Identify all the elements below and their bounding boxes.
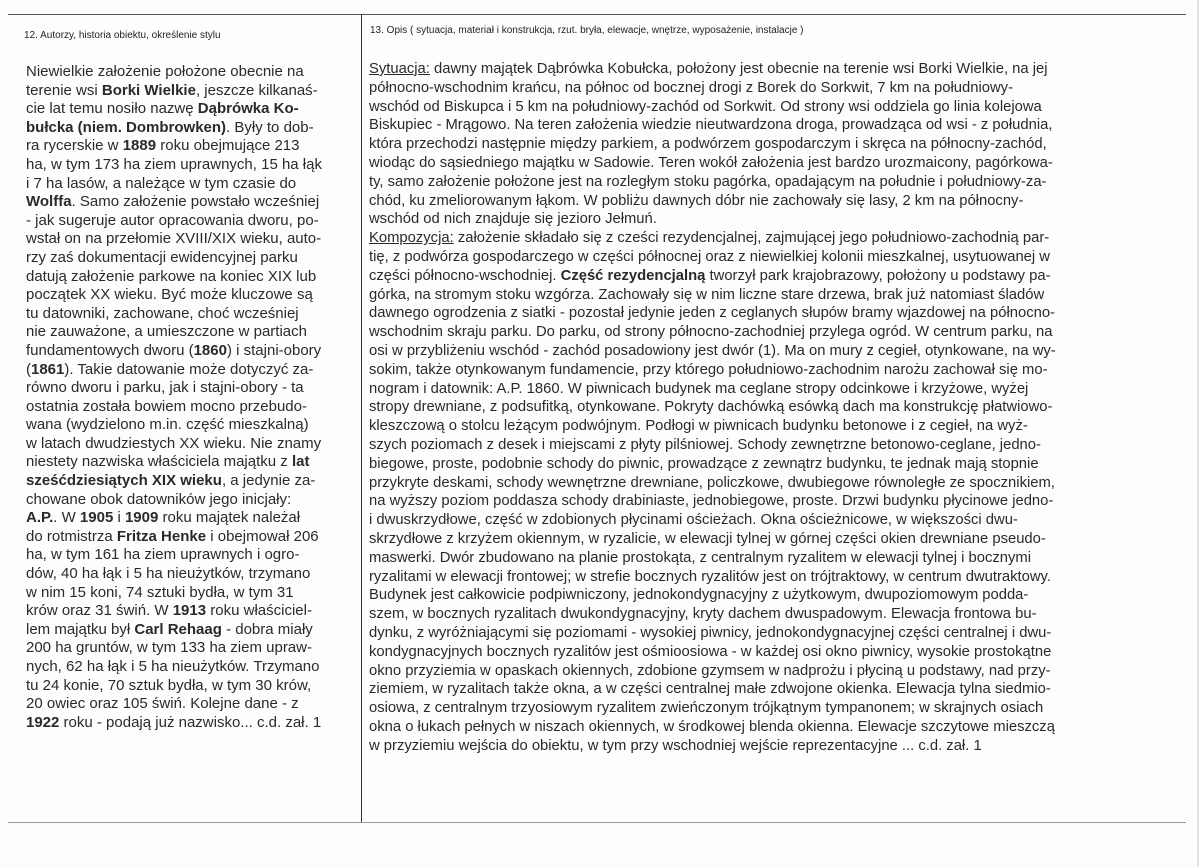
text-run: - dobra miały 200 ha gruntów, w tym 133 ha ziem upraw- nych, 62 ha łąk i 5 ha nieużytków. Trzymano tu 24 konie, 70 sztuk bydła, w tym 30 krów, 20 owiec oraz 105 świń. Kolejne dane - z (26, 620, 320, 713)
bold-text-run: 1922 (26, 713, 60, 731)
bold-text-run: Wolffa (26, 193, 72, 211)
text-run: , a jedynie za- chowane obok datowników jego inicjały: (26, 472, 316, 508)
bold-text-run: Fritza Henke (116, 527, 207, 545)
history-text (26, 63, 358, 732)
bold-text-run: 1861 (31, 360, 65, 378)
text-run: roku obejmujące 213 ha, w tym 173 ha ziem uprawnych, 15 ha łąk i 7 ha lasów, a należące w tym czasie do (26, 137, 322, 192)
bold-text-run: Część rezydencjalną (560, 267, 706, 284)
section-label: Sytuacja: (369, 61, 430, 77)
bold-text-run: 1860 (193, 341, 227, 359)
text-run: założenie składało się z cześci rezydencjalnej, zajmującej jego południowo-zachodnią par- tię, z podwórza gospodarczego w części północnej oraz z niewielkiej kolonii mieszkalnej, usytuowanej w części północno-wschodniej. (369, 230, 1050, 284)
text-run: i obejmował 206 ha, w tym 161 ha ziem uprawnych i ogro- dów, 40 ha łąk i 5 ha nieużytków, trzymano w nim 15 koni, 74 sztuki bydła, w tym 31 krów oraz 31 świń. W (26, 527, 319, 620)
bold-text-run: lat sześćdziesiątych XIX wieku (26, 453, 310, 490)
text-run: roku - podają już nazwisko... c.d. zał. 1 (59, 713, 322, 731)
frame-top-line (8, 14, 1186, 15)
text-run: ) i stajni-obory ( (26, 341, 322, 378)
text-run: . Samo założenie powstało wcześniej - jak sugeruje autor opracowania dworu, po- wstał on na przełomie XVIII/XIX wieku, auto- rzy zaś dokumentacji ewidencyjnej parku datują założenie parkowe na koniec XIX lub początek XX wieku. Być może kluczowe są tu datowniki, zachowane, choć wcześniej nie zauważone, a umieszczone w partiach fundamentowych dworu ( (26, 193, 322, 359)
right-column-header: 13. Opis ( sytuacja, materiał i konstrukcja, rzut. bryła, elewacje, wnętrze, wyposażenie, instalacje ) (370, 25, 804, 36)
bold-text-run: A.P. (26, 509, 54, 527)
bold-text-run: 1909 (124, 509, 159, 527)
bold-text-run: Carl Rehaag (134, 620, 222, 638)
text-run: . W (53, 509, 80, 527)
text-run: , jeszcze kilkanaś- cie lat temu nosiło nazwę (26, 81, 318, 118)
text-run: Niewielkie założenie położone obecnie na terenie wsi (26, 63, 304, 99)
bold-text-run: 1889 (122, 137, 157, 155)
bold-text-run: Dąbrówka Ko- bułcka (niem. Dombrowken) (26, 100, 299, 136)
bold-text-run: Borki Wielkie (101, 81, 196, 99)
frame-bottom-line (8, 822, 1186, 823)
text-run: . Były to dob- ra rycerskie w (26, 118, 314, 155)
text-run: i (113, 509, 125, 527)
description-text (369, 60, 1165, 755)
column-divider (361, 14, 362, 822)
text-run: roku właściciel- lem majątku był (26, 602, 312, 638)
bold-text-run: 1913 (172, 602, 207, 620)
left-column-header: 12. Autorzy, historia obiektu, określenie stylu (24, 30, 221, 41)
text-run: tworzył park krajobrazowy, położony u podstawy pa- górka, na stromym stoku wzgórza. Zachowały się w nim liczne stare drzewa, brak już natomiast śladów dawnego ogrodzenia z siatki - pozostał jedynie jeden z ceglanych słupów bramy wjazdowej na północno- wschodnim skraju parku. Do parku, od strony północno-zachodniej przylega ogród. W centrum parku, na osi w przybliżeniu wschód - zachód posadowiony jest dwór (1). Ma on mury z cegieł, otynkowane, na wy- sokim, także otynkowanym fundamencie, przy którego południowo-zachodnim narożu zachował się mo- nogram i datownik: A.P. 1860. W piwnicach budynek ma ceglane stropy odcinkowe i krzyżowe, wyżej stropy drewniane, z podsufitką, otynkowane. Pokryty dachówką esówką dach ma konstrukcję płatwiowo- kleszczową o stolcu leżącym podwójnym. Podłogi w piwnicach budynku betonowe i z cegieł, na wyż- szych poziomach z desek i miejscami z płyty pilśniowej. Schody zewnętrzne betonowo-ceglane, jedno- biegowe, proste, podobnie schody do piwnic, prowadzące z zewnątrz budynku, te jednak mają stopnie przykryte deskami, schody wewnętrzne drewniane, policzkowe, dwubiegowe równoległe ze spocznikiem, na wyższy poziom poddasza schody drabiniaste, jednobiegowe, proste. Drzwi budynku płycinowe jedno- i dwuskrzydłowe, część w zdobionych płycinami ościeżach. Okna ościeżnicowe, w większości dwu- skrzydłowe z krzyżem okiennym, w ryzalicie, w elewacji tylnej w górnej części okien drewniane pseudo- maswerki. Dwór zbudowano na planie prostokąta, z centralnym ryzalitem w elewacji tylnej i bocznymi ryzalitami w elewacji frontowej; w strefie bocznych ryzalitów jest on trójtraktowy, w centrum dwutraktowy. Budynek jest całkowicie podpiwniczony, jednokondygnacyjny z użytkowym, dwupoziomowym podda- szem, w bocznych ryzalitach dwukondygnacyjny, kryty dachem dwuspadowym. Elewacja frontowa bu- dynku, z wyróżniającymi się poziomami - wysokiej piwnicy, jednokondygnacyjnej części centralnej i dwu- kondygnacyjnych bocznych ryzalitów jest ośmioosiowa - w każdej osi okno piwnicy, wysokie prostokątne okno przyziemia w opaskach okiennych, zdobione gzymsem w nadprożu i płyciną u podstawy, nad przy- ziemiem, w ryzalitach także okna, a w części centralnej małe zdwojone okienka. Elewacja tylna siedmio- osiowa, z centralnym trzyosiowym ryzalitem zwieńczonym trójkątnym tympanonem; w skrajnych osiach okna o łukach pełnych w niszach okiennych, w środkowej blenda okienna. Elewacje szczytowe mieszczą w przyziemiu wejścia do obiektu, w tym przy wschodniej wejście reprezentacyjne ... c.d. zał. 1 (369, 267, 1056, 754)
bold-text-run: 1905 (79, 509, 114, 527)
text-run: dawny majątek Dąbrówka Kobułcka, położony jest obecnie na terenie wsi Borki Wielkie, na jej północno-wschodnim krańcu, na północ od bocznej drogi z Borek do Sorkwit, 7 km na południowy- wschód od Biskupca i 5 km na południowy-zachód od Sorkwit. Od strony wsi oddziela go linia kolejowa Biskupiec - Mrągowo. Na teren założenia wiedzie nieutwardzona droga, prowadząca od wsi - z południa, która przechodzi następnie między parkiem, a podwórzem gospodarczym i skręca na północny-zachód, wiodąc do sąsiedniego majątku w Sadowie. Teren wokół założenia jest bardzo urozmaicony, pagórkowa- ty, samo założenie położone jest na rozległym stoku pagórka, opadającym na południe i południowy-za- chód, ku zmeliorowanym łąkom. W pobliżu dawnych dóbr nie zachowały się lasy, 2 km na północny- wschód od nich znajduje się jezioro Jełmuń. (369, 61, 1053, 228)
text-run: roku majątek należał do rotmistrza (26, 509, 301, 545)
section-label: Kompozycja: (369, 230, 454, 247)
text-run: ). Takie datowanie może dotyczyć za- równo dworu i parku, jak i stajni-obory - ta ostatnia została bowiem mocno przebudo- wana (wydzielono m.in. część mieszkalną) w latach dwudziestych XX wieku. Nie znamy niestety nazwiska właściciela majątku z (26, 360, 322, 471)
